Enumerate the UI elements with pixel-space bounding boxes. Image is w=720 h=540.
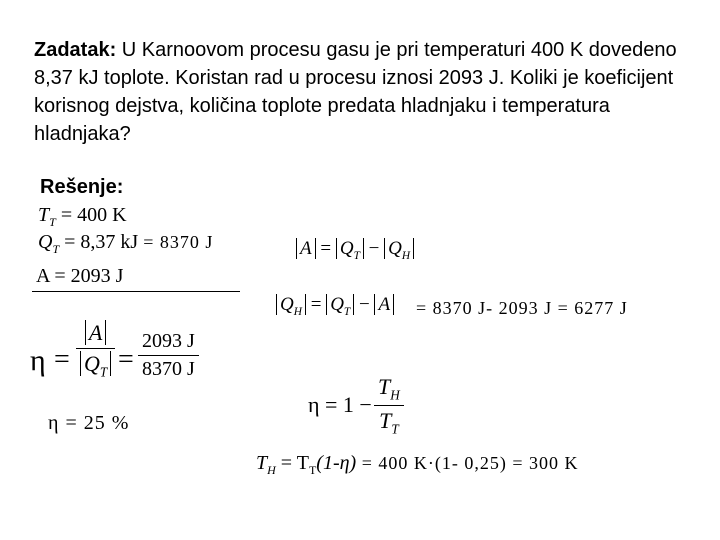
eta-carnot-den-sub: T — [391, 421, 399, 437]
tt-value: = 400 K — [55, 204, 127, 226]
qt-symbol: Q — [38, 231, 53, 253]
qh-formula-qt: Q — [330, 294, 344, 315]
eta-symbolic-fraction — [76, 320, 115, 380]
eta-frac-num-val: 2093 J — [142, 330, 195, 352]
eta-frac-den-sub: T — [99, 364, 108, 380]
qh-formula-lhs-sub: H — [293, 305, 302, 318]
eta-eq2: = — [118, 344, 134, 375]
th-subscript: H — [267, 463, 276, 477]
a-line: A = 2093 J — [36, 265, 124, 287]
work-formula — [296, 238, 414, 262]
eta-carnot-fraction — [374, 374, 404, 438]
qh-formula-minus: − — [359, 294, 370, 315]
task-label: Zadatak: — [34, 39, 117, 61]
th-t-subscript: T — [308, 463, 317, 477]
th-line — [256, 452, 578, 478]
underline-divider — [32, 291, 240, 292]
eta-carnot-num: T — [378, 374, 391, 399]
eta-carnot-den: T — [379, 408, 392, 434]
qh-calc-text: = 8370 J- 2093 J — [416, 298, 553, 318]
th-paren: (1-η) — [316, 452, 357, 474]
work-formula-qh: Q — [388, 238, 402, 259]
eta-symbol: η — [30, 344, 46, 377]
qh-formula-eq: = — [310, 294, 322, 315]
qt-value: = 8,37 kJ — [59, 231, 139, 253]
tt-line — [38, 204, 127, 230]
solution-heading: Rešenje: — [40, 176, 124, 198]
work-formula-qt: Q — [339, 238, 354, 259]
tt-subscript: T — [49, 215, 56, 229]
eta-carnot-num-sub: H — [390, 387, 400, 403]
work-formula-minus: − — [368, 238, 380, 259]
task-text: U Karnoovom procesu gasu je pri temperaturi 400 K dovedeno 8,37 kJ toplote. Koristan rad u procesu iznosi 2093 J. Koliki je koeficijent korisnog dejstva, količina toplote predata hladnjaku i temperatura hladnjaka? — [34, 39, 677, 145]
qt-conversion: = 8370 J — [143, 232, 214, 252]
qh-calculation — [416, 298, 628, 319]
qh-result: = 6277 J — [557, 298, 628, 318]
eta-carnot-symbol: η — [308, 392, 320, 417]
eta-frac-num: A — [88, 320, 103, 345]
th-symbol: T — [256, 452, 268, 474]
qt-subscript: T — [52, 242, 60, 256]
work-formula-lhs: A — [300, 238, 312, 259]
eta-frac-den: Q — [84, 351, 100, 376]
th-eq: = T — [275, 452, 309, 474]
eta-result: η = 25 % — [48, 412, 130, 434]
th-result: = 300 K — [506, 453, 579, 473]
task-statement — [34, 36, 704, 148]
qh-formula-lhs: Q — [280, 294, 294, 315]
tt-symbol: T — [38, 204, 50, 226]
qt-line — [38, 231, 213, 257]
eta-eq1: = — [54, 344, 70, 375]
work-formula-qt-sub: T — [353, 249, 360, 262]
work-formula-qh-sub: H — [401, 249, 411, 262]
work-formula-eq: = — [320, 238, 332, 259]
th-calc: = 400 K·(1- 0,25) — [356, 453, 507, 473]
eta-frac-den-val: 8370 J — [142, 358, 195, 380]
eta-numeric-fraction — [138, 330, 199, 381]
qh-formula-a: A — [378, 294, 391, 315]
qh-formula-qt-sub: T — [343, 305, 351, 318]
qh-formula — [276, 294, 394, 318]
eta-carnot-eq: = 1 − — [325, 392, 372, 417]
eta-carnot-lhs — [308, 392, 372, 418]
